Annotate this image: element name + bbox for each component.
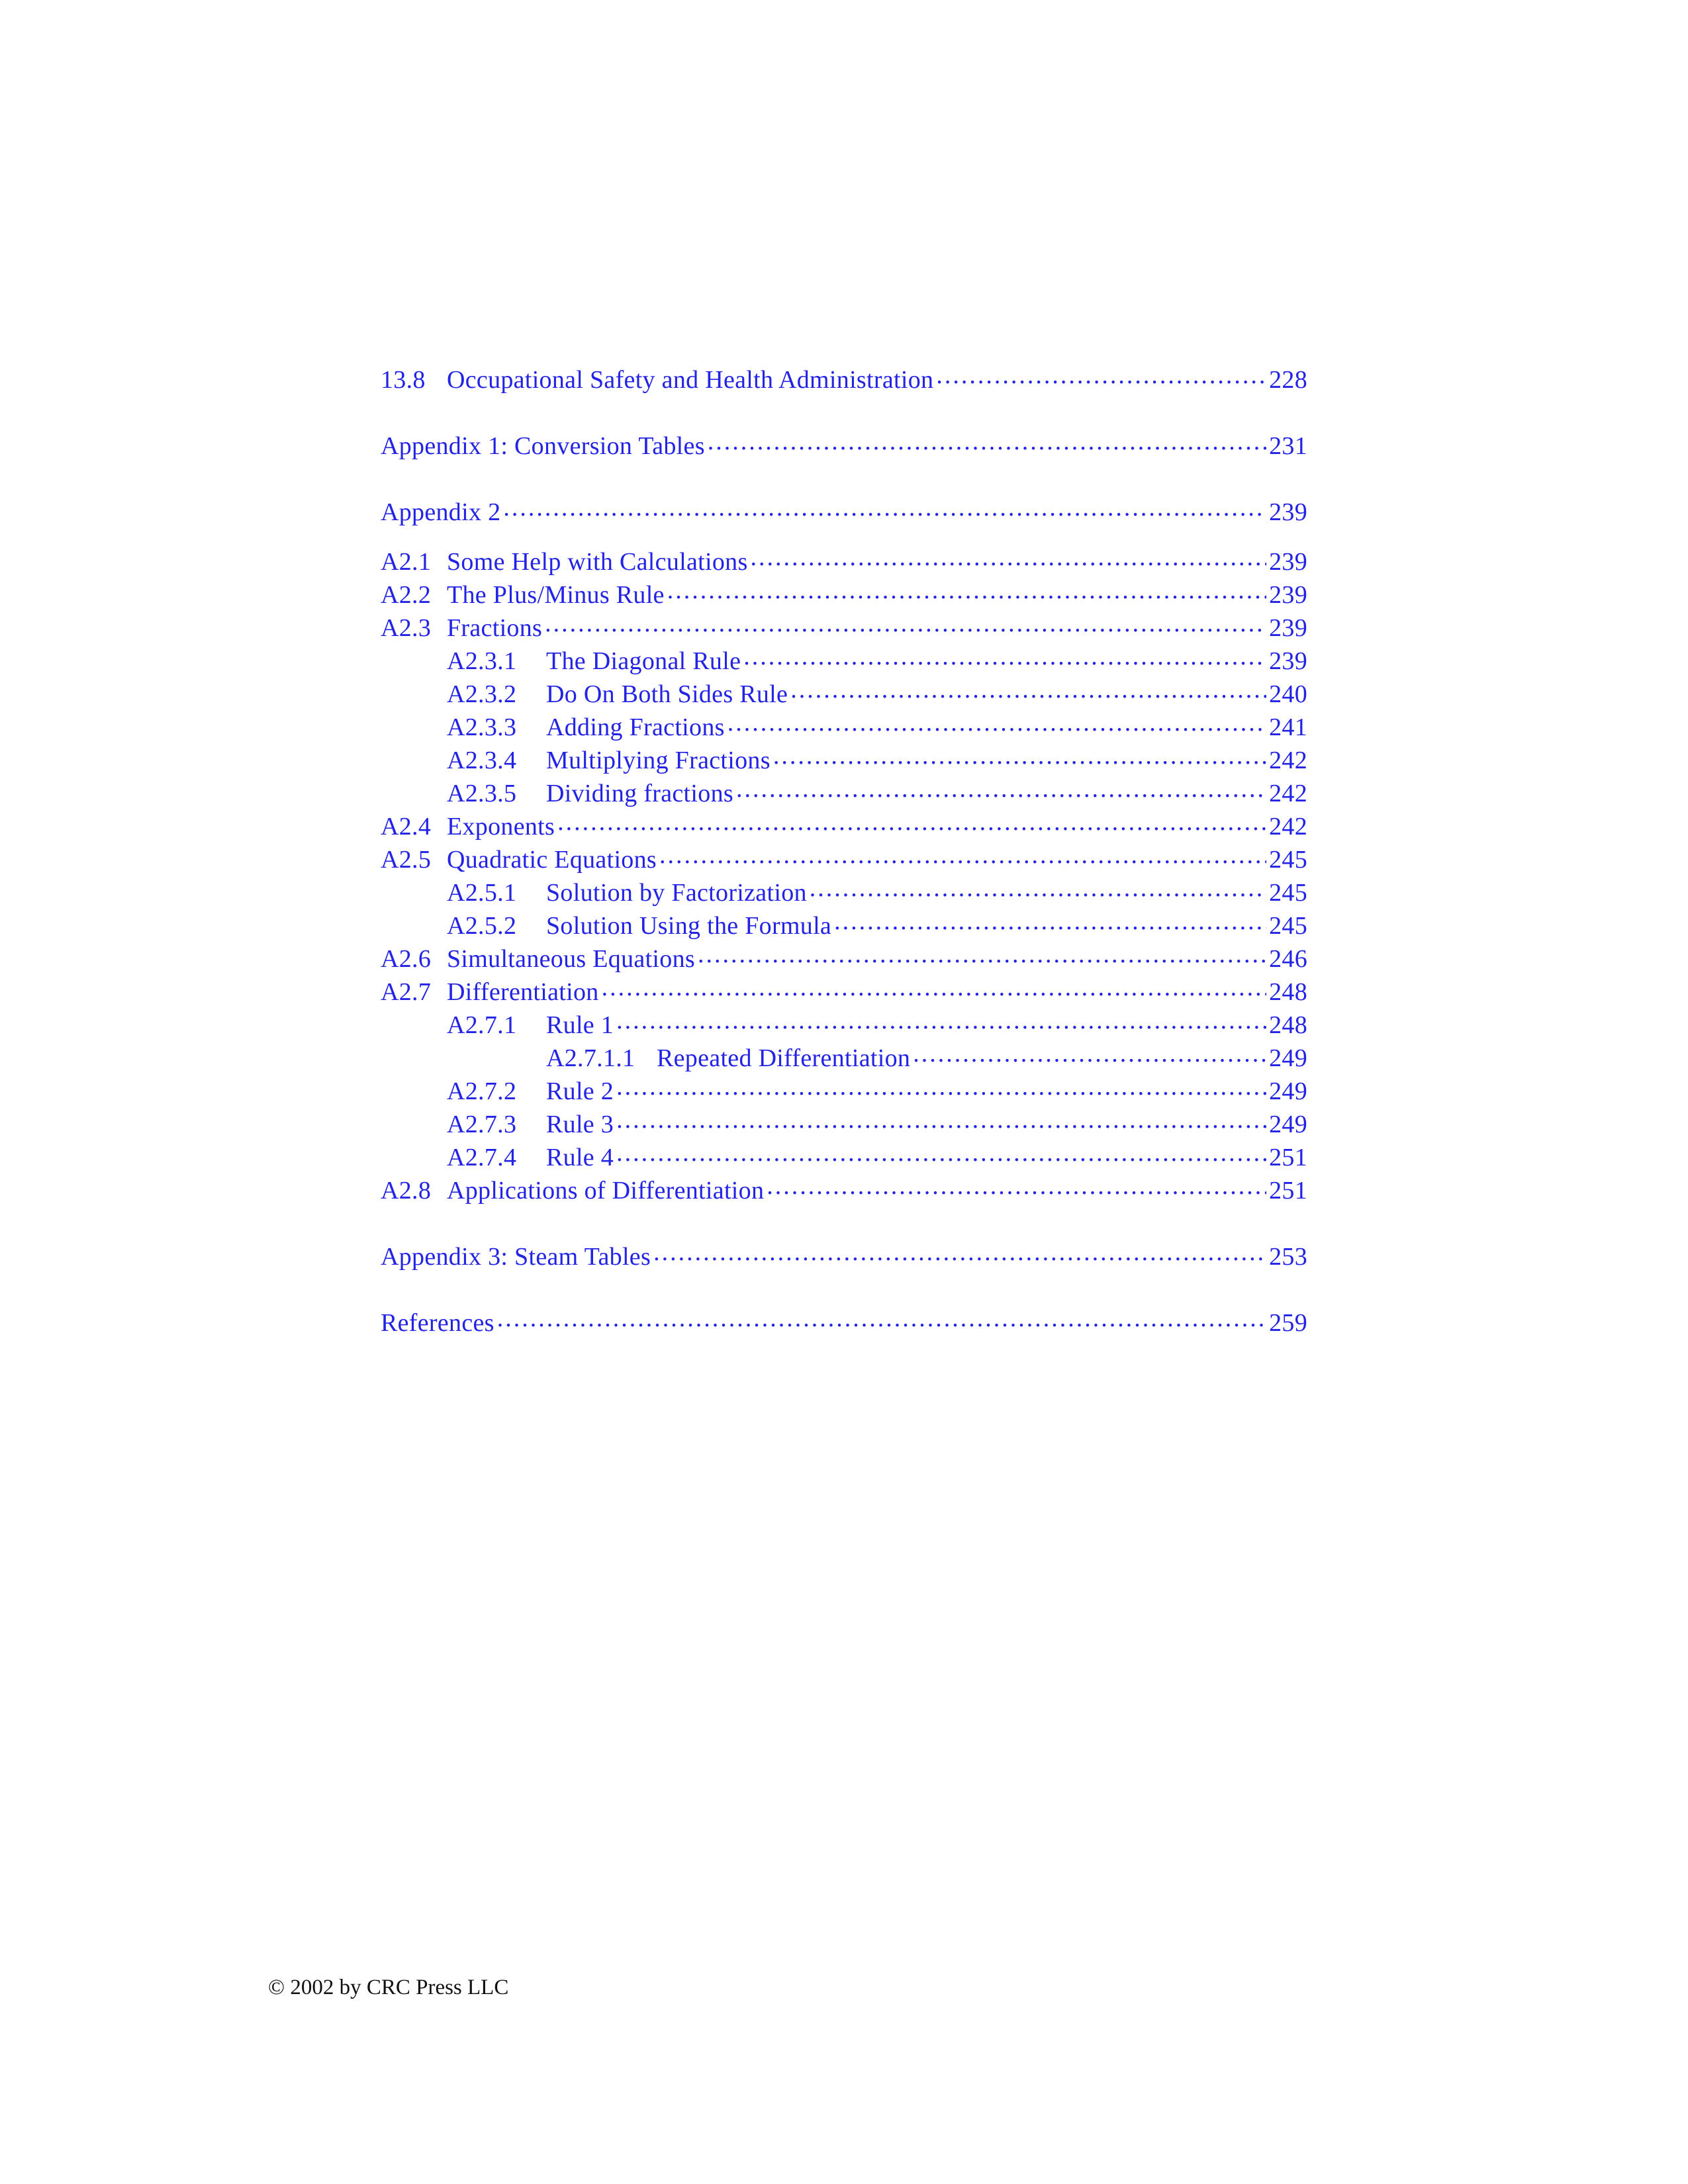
toc-entry-number: A2.6: [381, 945, 432, 973]
toc-entry-label: Repeated Differentiation: [657, 1044, 911, 1072]
dot-leader: [727, 710, 1266, 735]
toc-entry-number: A2.5.1: [447, 879, 517, 907]
toc-entry-number: A2.7.2: [447, 1077, 517, 1105]
toc-entry-label: Differentiation: [447, 978, 599, 1006]
toc-entry-references[interactable]: [381, 1306, 1307, 1339]
toc-entry-page: 246: [1269, 945, 1307, 973]
toc-entry-label: Quadratic Equations: [447, 846, 657, 874]
dot-leader: [616, 1140, 1266, 1165]
dot-leader: [616, 1008, 1266, 1033]
toc-entry-page: 249: [1269, 1044, 1307, 1072]
toc-entry-a2-7-2[interactable]: [381, 1074, 1307, 1107]
dot-leader: [767, 1173, 1266, 1199]
dot-leader: [810, 876, 1266, 901]
toc-entry-number: A2.3: [381, 614, 432, 642]
toc-entry-number: A2.7.3: [447, 1111, 517, 1138]
table-of-contents: [381, 363, 1307, 1339]
dot-leader: [743, 644, 1266, 669]
toc-entry-a2-7-3[interactable]: [381, 1107, 1307, 1140]
toc-entry-page: 245: [1269, 912, 1307, 940]
toc-entry-a2-3-4[interactable]: [381, 743, 1307, 776]
toc-entry-page: 239: [1269, 498, 1307, 526]
toc-entry-a2-4[interactable]: [381, 809, 1307, 842]
toc-entry-number: A2.3.2: [447, 680, 517, 708]
toc-entry-number: A2.7.4: [447, 1144, 517, 1171]
toc-entry-page: 248: [1269, 1011, 1307, 1039]
toc-entry-a2-2[interactable]: [381, 578, 1307, 611]
toc-entry-number: A2.7.1: [447, 1011, 517, 1039]
toc-entry-number: A2.3.3: [447, 713, 517, 741]
toc-entry-label: Appendix 3: Steam Tables: [381, 1243, 651, 1271]
toc-entry-label: Solution Using the Formula: [546, 912, 832, 940]
toc-entry-a2-7-1[interactable]: [381, 1008, 1307, 1041]
toc-entry-number: A2.4: [381, 813, 432, 841]
toc-entry-a2-7-1-1[interactable]: [381, 1041, 1307, 1074]
toc-entry-page: 228: [1269, 366, 1307, 394]
toc-entry-a2-5-1[interactable]: [381, 876, 1307, 909]
toc-entry-label: The Plus/Minus Rule: [447, 581, 665, 609]
toc-entry-page: 239: [1269, 548, 1307, 576]
toc-entry-label: Solution by Factorization: [546, 879, 807, 907]
dot-leader: [557, 809, 1266, 835]
toc-entry-a2-3-2[interactable]: [381, 677, 1307, 710]
toc-entry-page: 245: [1269, 879, 1307, 907]
toc-entry-page: 239: [1269, 581, 1307, 609]
dot-leader: [936, 363, 1266, 388]
toc-entry-page: 242: [1269, 780, 1307, 807]
toc-entry-number: A2.3.1: [447, 647, 517, 675]
toc-entry-label: Appendix 1: Conversion Tables: [381, 432, 705, 460]
toc-entry-page: 231: [1269, 432, 1307, 460]
toc-entry-a2-1[interactable]: [381, 545, 1307, 578]
toc-entry-number: A2.5.2: [447, 912, 517, 940]
toc-entry-label: Dividing fractions: [546, 780, 733, 807]
dot-leader: [616, 1074, 1266, 1099]
toc-entry-page: 249: [1269, 1077, 1307, 1105]
toc-entry-a2-5-2[interactable]: [381, 909, 1307, 942]
dot-leader: [751, 545, 1267, 570]
toc-entry-a2-3-5[interactable]: [381, 776, 1307, 809]
dot-leader: [708, 429, 1266, 454]
toc-entry-label: Rule 3: [546, 1111, 614, 1138]
dot-leader: [602, 975, 1266, 1000]
toc-entry-label: Rule 1: [546, 1011, 614, 1039]
toc-entry-label: Fractions: [447, 614, 543, 642]
toc-entry-number: A2.7.1.1: [546, 1044, 635, 1072]
toc-entry-page: 259: [1269, 1309, 1307, 1337]
toc-entry-page: 253: [1269, 1243, 1307, 1271]
dot-leader: [653, 1240, 1266, 1265]
toc-entry-page: 240: [1269, 680, 1307, 708]
dot-leader: [667, 578, 1266, 603]
toc-entry-a2-5[interactable]: [381, 842, 1307, 876]
toc-entry-page: 239: [1269, 647, 1307, 675]
toc-entry-page: 241: [1269, 713, 1307, 741]
toc-entry-page: 242: [1269, 813, 1307, 841]
toc-entry-label: Do On Both Sides Rule: [546, 680, 788, 708]
toc-entry-number: A2.5: [381, 846, 432, 874]
toc-entry-label: Multiplying Fractions: [546, 747, 771, 774]
toc-entry-label: The Diagonal Rule: [546, 647, 741, 675]
toc-entry-number: A2.1: [381, 548, 432, 576]
toc-entry-page: 251: [1269, 1177, 1307, 1205]
toc-entry-a2-8[interactable]: [381, 1173, 1307, 1206]
toc-entry-label: Appendix 2: [381, 498, 501, 526]
toc-entry-a2-3-1[interactable]: [381, 644, 1307, 677]
toc-entry-page: 251: [1269, 1144, 1307, 1171]
dot-leader: [736, 776, 1266, 801]
dot-leader: [773, 743, 1266, 768]
toc-entry-appendix-3[interactable]: [381, 1240, 1307, 1273]
toc-entry-a2-7-4[interactable]: [381, 1140, 1307, 1173]
dot-leader: [698, 942, 1266, 967]
toc-entry-a2-7[interactable]: [381, 975, 1307, 1008]
toc-entry-page: 248: [1269, 978, 1307, 1006]
toc-entry-appendix-1[interactable]: [381, 429, 1307, 462]
toc-entry-13-8[interactable]: [381, 363, 1307, 396]
toc-entry-number: A2.3.4: [447, 747, 517, 774]
toc-entry-number: A2.7: [381, 978, 432, 1006]
dot-leader: [659, 842, 1266, 868]
toc-entry-label: Rule 4: [546, 1144, 614, 1171]
toc-entry-page: 239: [1269, 614, 1307, 642]
dot-leader: [834, 909, 1266, 934]
toc-entry-page: 245: [1269, 846, 1307, 874]
toc-entry-number: A2.3.5: [447, 780, 517, 807]
toc-entry-number: A2.8: [381, 1177, 432, 1205]
toc-entry-label: Rule 2: [546, 1077, 614, 1105]
dot-leader: [790, 677, 1266, 702]
dot-leader: [913, 1041, 1266, 1066]
toc-entry-a2-3[interactable]: [381, 611, 1307, 644]
dot-leader: [497, 1306, 1266, 1331]
toc-entry-label: Some Help with Calculations: [447, 548, 748, 576]
toc-entry-label: Applications of Differentiation: [447, 1177, 765, 1205]
toc-entry-label: References: [381, 1309, 494, 1337]
dot-leader: [503, 495, 1266, 520]
copyright-footer: © 2002 by CRC Press LLC: [268, 1976, 509, 1999]
toc-entry-page: 242: [1269, 747, 1307, 774]
toc-entry-label: Occupational Safety and Health Administration: [447, 366, 934, 394]
dot-leader: [545, 611, 1266, 636]
toc-entry-a2-6[interactable]: [381, 942, 1307, 975]
toc-entry-page: 249: [1269, 1111, 1307, 1138]
toc-entry-appendix-2[interactable]: [381, 495, 1307, 528]
toc-entry-label: Adding Fractions: [546, 713, 725, 741]
toc-entry-number: A2.2: [381, 581, 432, 609]
toc-entry-label: Simultaneous Equations: [447, 945, 695, 973]
toc-entry-a2-3-3[interactable]: [381, 710, 1307, 743]
toc-entry-label: Exponents: [447, 813, 555, 841]
dot-leader: [616, 1107, 1266, 1132]
toc-entry-number: 13.8: [381, 366, 426, 394]
